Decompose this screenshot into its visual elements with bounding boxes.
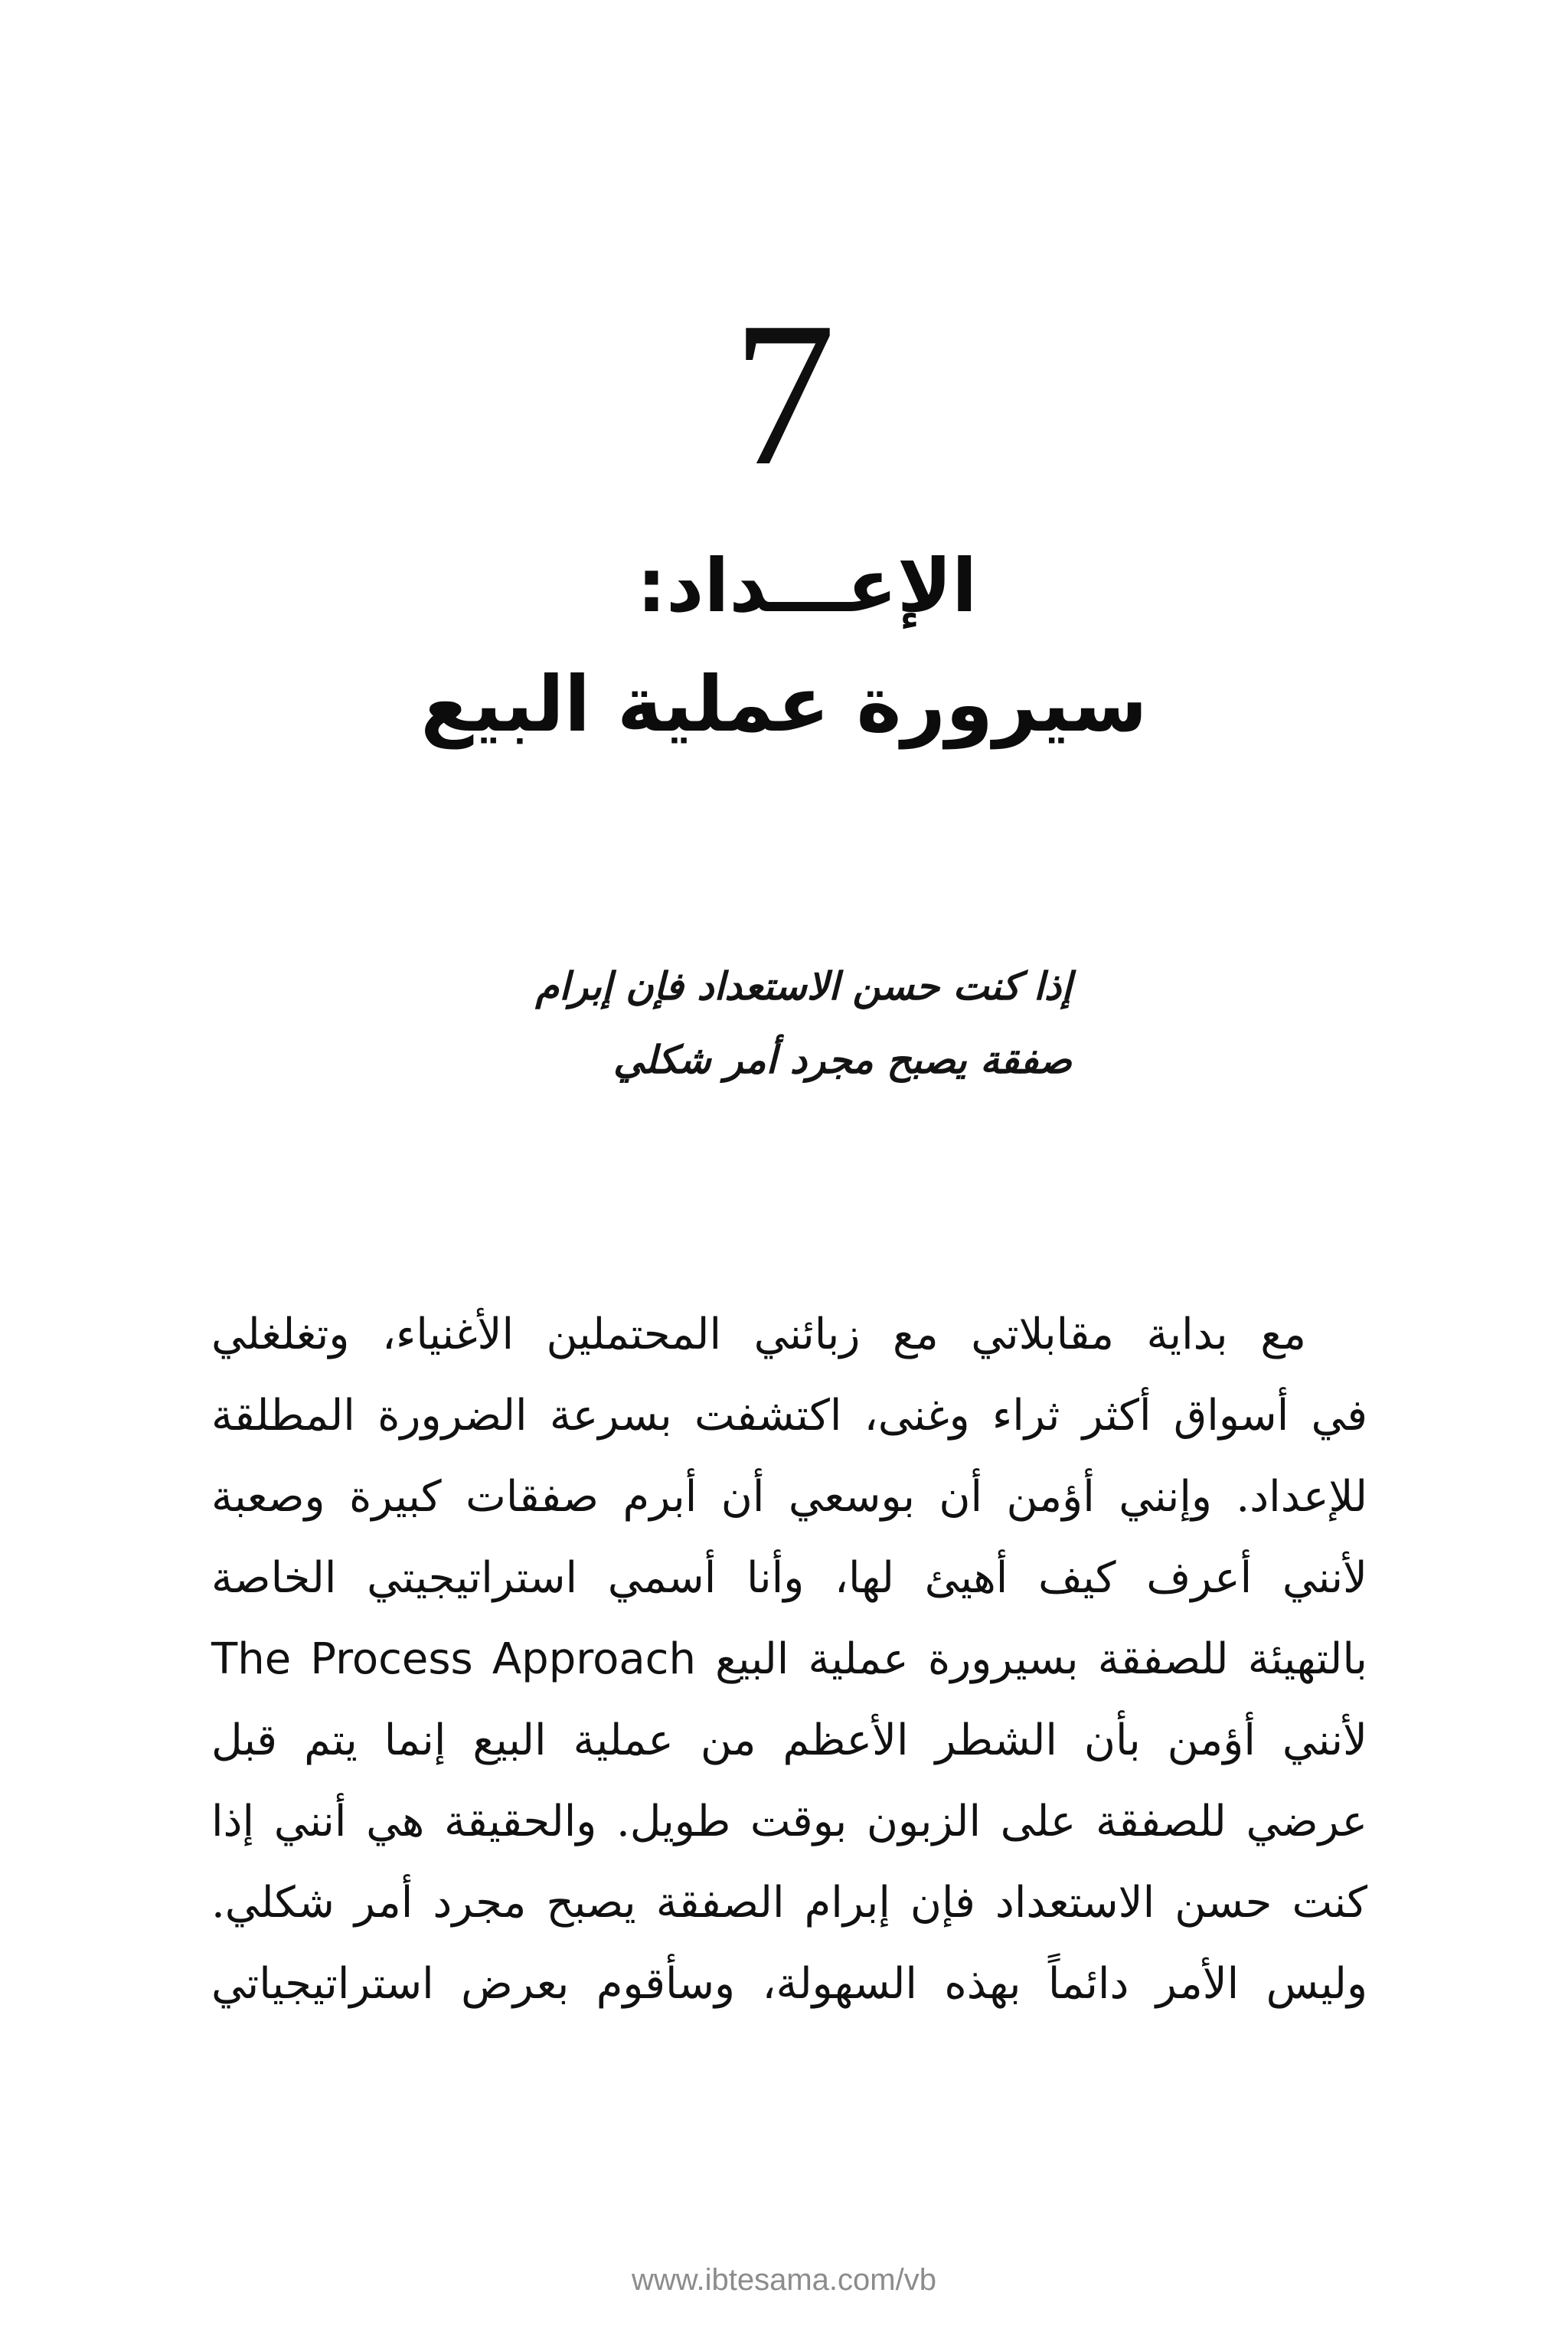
- body-line: كنت حسن الاستعداد فإن إبرام الصفقة يصبح مجرد أمر شكلي.: [211, 1878, 1368, 1928]
- body-line: لأنني أعرف كيف أهيئ لها، وأنا أسمي استراتيجيتي الخاصة: [211, 1553, 1367, 1603]
- body-line: في أسواق أكثر ثراء وغنى، اكتشفت بسرعة الضرورة المطلقة: [211, 1391, 1367, 1441]
- watermark-url: www.ibtesama.com/vb: [632, 2263, 936, 2297]
- epigraph: [490, 950, 1072, 1097]
- body-line: عرضي للصفقة على الزبون بوقت طويل. والحقيقة هي أنني إذا: [211, 1797, 1367, 1846]
- chapter-title: [0, 528, 1568, 766]
- body-line: مع بداية مقابلاتي مع زبائني المحتملين الأغنياء، وتغلغلي: [211, 1310, 1306, 1359]
- latin-term: The Process Approach: [211, 1634, 696, 1684]
- body-line: لأنني أؤمن بأن الشطر الأعظم من عملية البيع إنما يتم قبل: [211, 1715, 1367, 1765]
- body-line-with-term: [211, 1619, 1367, 1700]
- epigraph-line: صفقة يصبح مجرد أمر شكلي: [612, 1038, 1072, 1082]
- chapter-number: 7: [732, 280, 836, 509]
- chapter-title-line-1: الإعـــداد:: [636, 543, 978, 629]
- body-paragraph: [211, 1294, 1367, 2025]
- body-line: للإعداد. وإنني أؤمن أن بوسعي أن أبرم صفقات كبيرة وصعبة: [211, 1472, 1367, 1522]
- epigraph-line: إذا كنت حسن الاستعداد فإن إبرام: [535, 964, 1072, 1009]
- body-line: وليس الأمر دائماً بهذه السهولة، وسأقوم بعرض استراتيجياتي: [211, 1959, 1367, 2009]
- body-line-arabic: بالتهيئة للصفقة بسيرورة عملية البيع: [715, 1634, 1367, 1684]
- chapter-title-line-2: سيرورة عملية البيع: [420, 659, 1148, 749]
